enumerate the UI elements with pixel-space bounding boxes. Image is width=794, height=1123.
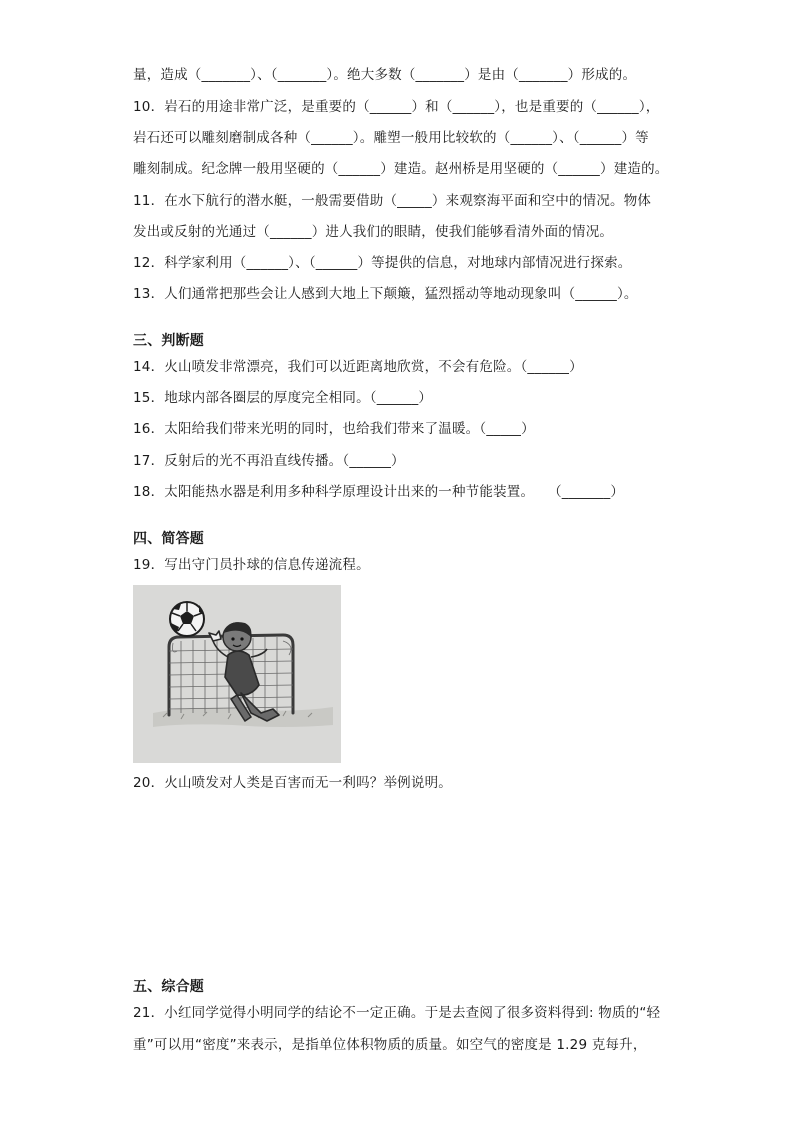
question-21-line-2: 重”可以用“密度”来表示，是指单位体积物质的质量。如空气的密度是 1.29 克每升， [133, 1037, 647, 1053]
section-5-heading: 五、综合题 [133, 979, 204, 995]
goalkeeper-illustration [133, 585, 341, 763]
question-15: 15．地球内部各圈层的厚度完全相同。（______） [133, 390, 433, 406]
question-10-line-3: 雕刻制成。纪念牌一般用坚硬的（______）建造。赵州桥是用坚硬的（______）建造的。 [133, 161, 669, 177]
question-17: 17．反射后的光不再沿直线传播。（______） [133, 453, 405, 469]
question-9-continuation: 量，造成（_______）、（_______）。绝大多数（_______）是由（_______）形成的。 [133, 67, 637, 83]
section-3-heading: 三、判断题 [133, 333, 204, 349]
section-4-heading: 四、简答题 [133, 531, 204, 547]
question-20: 20．火山喷发对人类是百害而无一利吗？举例说明。 [133, 775, 452, 791]
question-13: 13．人们通常把那些会让人感到大地上下颠簸，猛烈摇动等地动现象叫（______）。 [133, 286, 638, 302]
question-21-line-1: 21．小红同学觉得小明同学的结论不一定正确。于是去查阅了很多资料得到: 物质的“轻 [133, 1005, 661, 1021]
question-10-line-1: 10．岩石的用途非常广泛，是重要的（______）和（______），也是重要的（______）， [133, 99, 660, 115]
goalkeeper-drawing [133, 585, 341, 763]
question-11-line-2: 发出或反射的光通过（______）进人我们的眼睛，使我们能够看清外面的情况。 [133, 224, 614, 240]
question-11-line-1: 11．在水下航行的潜水艇，一般需要借助（_____）来观察海平面和空中的情况。物体 [133, 193, 652, 209]
question-14: 14．火山喷发非常漂亮，我们可以近距离地欣赏，不会有危险。（______） [133, 359, 583, 375]
question-10-line-2: 岩石还可以雕刻磨制成各种（______）。雕塑一般用比较软的（______）、（______）等 [133, 130, 649, 146]
question-12: 12．科学家利用（______）、（______）等提供的信息，对地球内部情况进行探索。 [133, 255, 632, 271]
question-16: 16．太阳给我们带来光明的同时，也给我们带来了温暖。（_____） [133, 421, 535, 437]
soccer-ball-icon [170, 602, 204, 636]
question-18: 18．太阳能热水器是利用多种科学原理设计出来的一种节能装置。 （_______） [133, 484, 625, 500]
question-19: 19．写出守门员扑球的信息传递流程。 [133, 557, 370, 573]
